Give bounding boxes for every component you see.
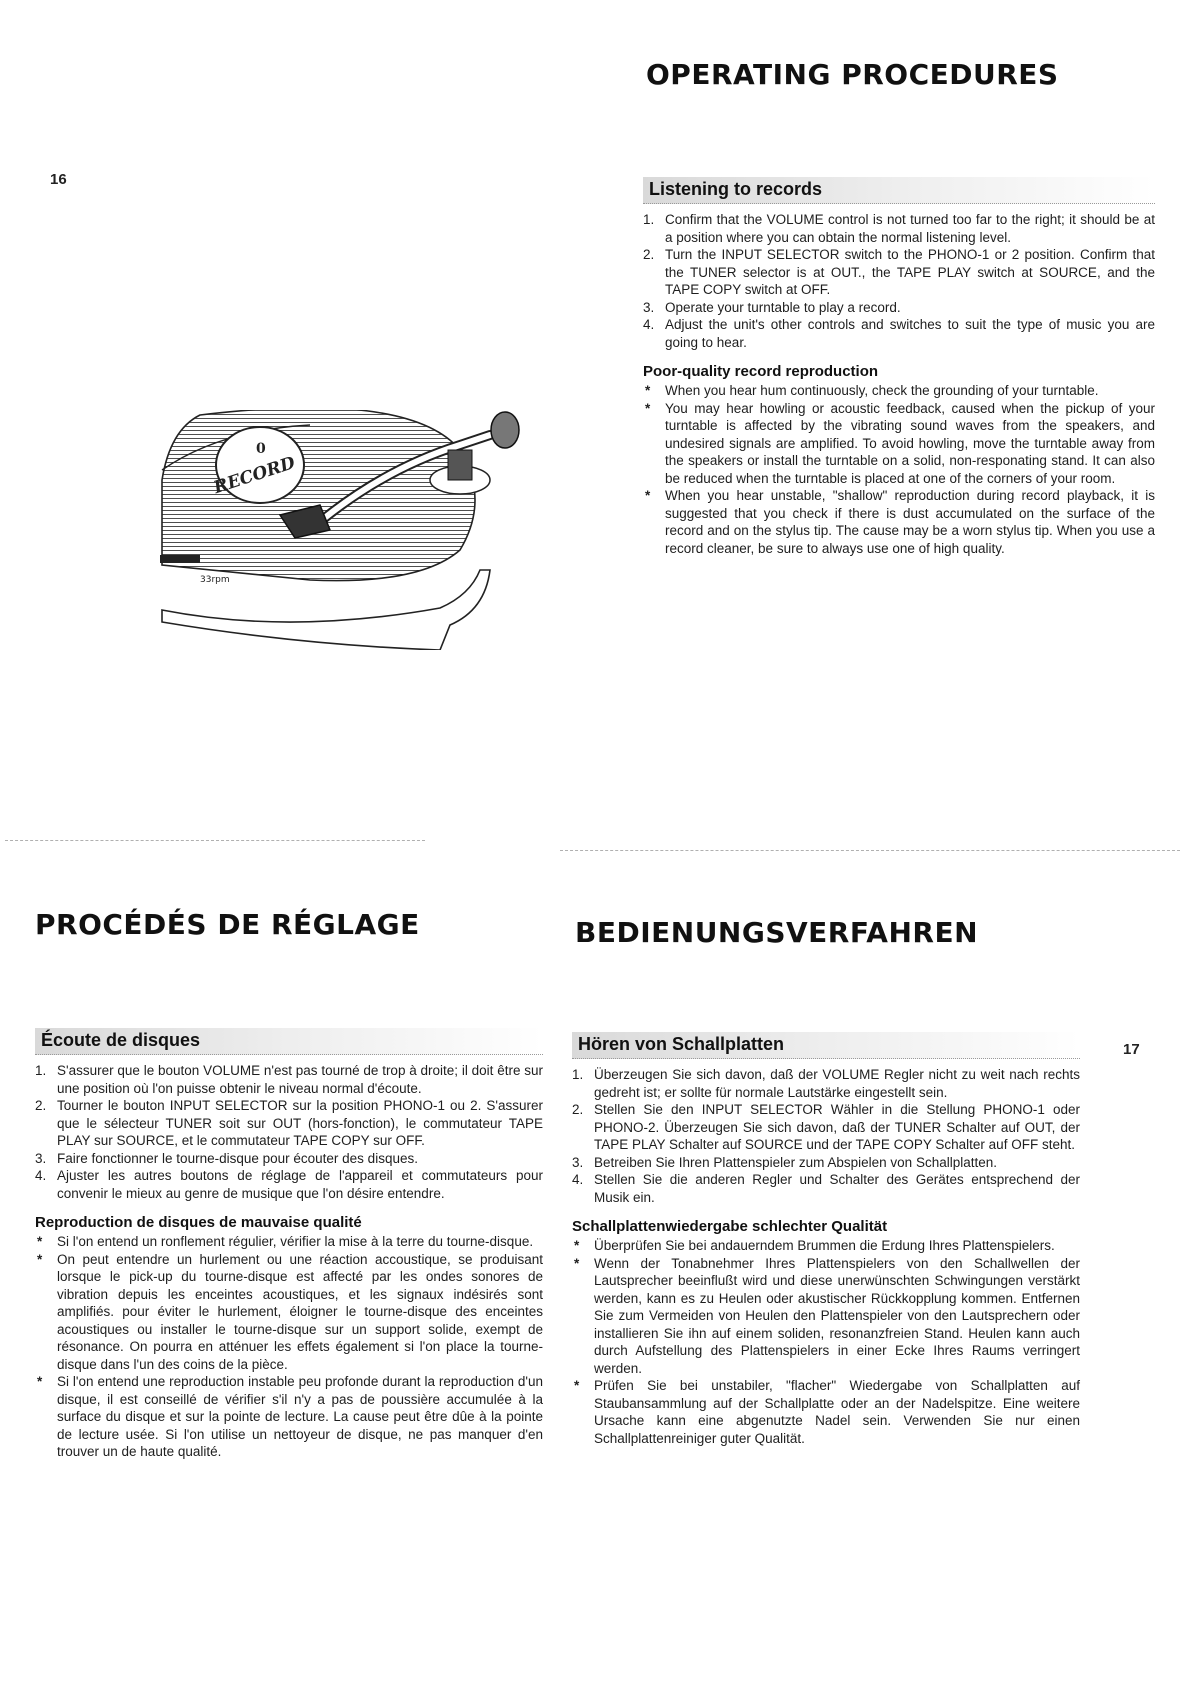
list-item: * Wenn der Tonabnehmer Ihres Plattenspielers von den Schallwellen der Lautsprecher beeinflußt wird und diese unerwünschten Schwingungen verstärkt werden, kann es zu Heulen oder akustischer Rückkopplung kommen. Entfernen Sie zum Vermeiden von Heulen den Plattenspieler von den Lautsprechern oder installieren Sie ihn auf einem soliden, resonanzfreien Stand. Heulen kann auch durch Aufstellung des Plattenspielers in einer Ecke Ihres Raums verringert werden. — [574, 1255, 1080, 1376]
list-item: * On peut entendre un hurlement ou une réaction accoustique, se produisant lorsque le pick-up du tourne-disque est affecté par les ondes sonores de vibration depuis les enceintes acoustiques, et les signaux indésirés sont amplifiés. pour éviter le hurlement, éloigner le tourne-disque des enceintes acoustiques ou installer le tourne-disque sur un support solide, exempt de résonance. On pourra en atténuer les effets également si l'on place la tourne-disque dans l'un des coins de la pièce. — [37, 1251, 543, 1372]
list-item: * Prüfen Sie bei unstabiler, "flacher" Wiedergabe von Schallplatten auf Staubansammlung auf der Schallplatte oder an der Nadelspitze. Eine weitere Ursache kann eine abgenutzte Nadel sein. Verwenden Sie nur einen Schallplattenreiniger guter Qualität. — [574, 1378, 1080, 1446]
english-subsection-title: Poor-quality record reproduction — [643, 363, 879, 380]
german-bullets-list — [572, 1237, 1080, 1447]
list-item: * Überprüfen Sie bei andauerndem Brummen die Erdung Ihres Plattenspielers. — [574, 1238, 1055, 1253]
turntable-illustration — [160, 410, 580, 650]
list-item: 1. Confirm that the VOLUME control is not turned too far to the right; it should be at a position where you can obtain the normal listening level. — [643, 212, 1155, 245]
list-item: 2. Tourner le bouton INPUT SELECTOR sur la position PHONO-1 ou 2. S'assurer que le sélecteur TUNER soit sur OUT (hors-fonction), le commutateur TAPE PLAY sur SOURCE, et le commutateur TAPE COPY sur OFF. — [35, 1098, 543, 1148]
list-item: * Si l'on entend une reproduction instable peu profonde durant la reproduction d'un disque, il est conseillé de vérifier s'il n'y a pas de poussière accumulée à la surface du disque et sur la pointe de lecture. La cause peut être dûe à la pointe de lecture usée. Si l'on utilise un nettoyeur de disque, ne pas manquer d'en trouver un de haute qualité. — [37, 1374, 543, 1459]
french-section-title: Écoute de disques — [35, 1028, 543, 1055]
divider-left — [5, 840, 425, 841]
record-disc — [162, 410, 475, 581]
german-steps-list — [572, 1066, 1080, 1206]
english-section-title: Listening to records — [643, 177, 1155, 204]
counterweight — [491, 412, 519, 448]
list-item: * You may hear howling or acoustic feedback, caused when the pickup of your turntable is affected by the vibrating sound waves from the speakers, and undesired signals are amplified. To avoid howling, move the turntable away from the speakers or install the turntable on a solid, non-responating stand. It can also be reduced when the turntable is placed at one of the corners of your room. — [645, 400, 1155, 486]
page-number-right: 17 — [1123, 1041, 1140, 1058]
list-item: 4. Ajuster les autres boutons de réglage de l'appareil et commutateurs pour convenir le mieux au genre de musique que l'on désire entendre. — [35, 1168, 543, 1201]
list-item: * Si l'on entend un ronflement régulier, vérifier la mise à la terre du tourne-disque. — [37, 1234, 534, 1249]
record-label-text: RECORD — [211, 453, 298, 499]
english-steps-list — [643, 211, 1155, 351]
german-subsection-title: Schallplattenwiedergabe schlechter Qualität — [572, 1218, 888, 1235]
english-page-title: OPERATING PROCEDURES — [646, 58, 1059, 91]
german-page-title: BEDIENUNGSVERFAHREN — [575, 916, 979, 949]
english-content — [643, 177, 1155, 557]
list-item: 4. Stellen Sie die anderen Regler und Schalter des Gerätes entsprechend der Musik ein. — [572, 1172, 1080, 1205]
list-item: 3. Operate your turntable to play a record. — [643, 299, 901, 315]
french-subsection-title: Reproduction de disques de mauvaise qualité — [35, 1214, 362, 1231]
page-number-left: 16 — [50, 171, 67, 188]
french-bullets-list — [35, 1233, 543, 1461]
list-item: 3. Betreiben Sie Ihren Plattenspieler zum Abspielen von Schallplatten. — [572, 1154, 997, 1170]
list-item: 3. Faire fonctionner le tourne-disque pour écouter des disques. — [35, 1150, 418, 1166]
english-bullets-list — [643, 382, 1155, 557]
french-steps-list — [35, 1062, 543, 1202]
list-item: * When you hear hum continuously, check the grounding of your turntable. — [645, 383, 1099, 398]
record-label-zero: 0 — [256, 441, 266, 457]
french-page-title: PROCÉDÉS DE RÉGLAGE — [35, 908, 420, 941]
speed-label: 33rpm — [200, 575, 230, 585]
french-content — [35, 1028, 543, 1461]
german-section-title: Hören von Schallplatten — [572, 1032, 1080, 1059]
divider-right — [560, 850, 1180, 851]
list-item: 1. S'assurer que le bouton VOLUME n'est pas tourné de trop à droite; il doit être sur une position où l'on puisse obtenir le niveau normal d'écoute. — [35, 1063, 543, 1096]
list-item: 1. Überzeugen Sie sich davon, daß der VOLUME Regler nicht zu weit nach rechts gedreht ist; er sollte für normale Lautstärke eingestellt sein. — [572, 1067, 1080, 1100]
list-item: 2. Stellen Sie den INPUT SELECTOR Wähler in die Stellung PHONO-1 oder PHONO-2. Überzeugen Sie sich davon, daß der TUNER Schalter auf OUT, der TAPE PLAY Schalter auf SOURCE und der TAPE COPY Schalter auf OFF steht. — [572, 1102, 1080, 1152]
list-item: 2. Turn the INPUT SELECTOR switch to the PHONO-1 or 2 position. Confirm that the TUNER selector is at OUT., the TAPE PLAY switch at SOURCE, and the TAPE COPY switch at OFF. — [643, 247, 1155, 297]
list-item: 4. Adjust the unit's other controls and switches to suit the type of music you are going to hear. — [643, 317, 1155, 350]
german-content — [572, 1032, 1080, 1447]
list-item: * When you hear unstable, "shallow" reproduction during record playback, it is suggested that you check if there is dust accumulated on the surface of the record and on the stylus tip. The cause may be a worn stylus tip. When you use a record cleaner, be sure to always use one of high quality. — [645, 488, 1155, 556]
